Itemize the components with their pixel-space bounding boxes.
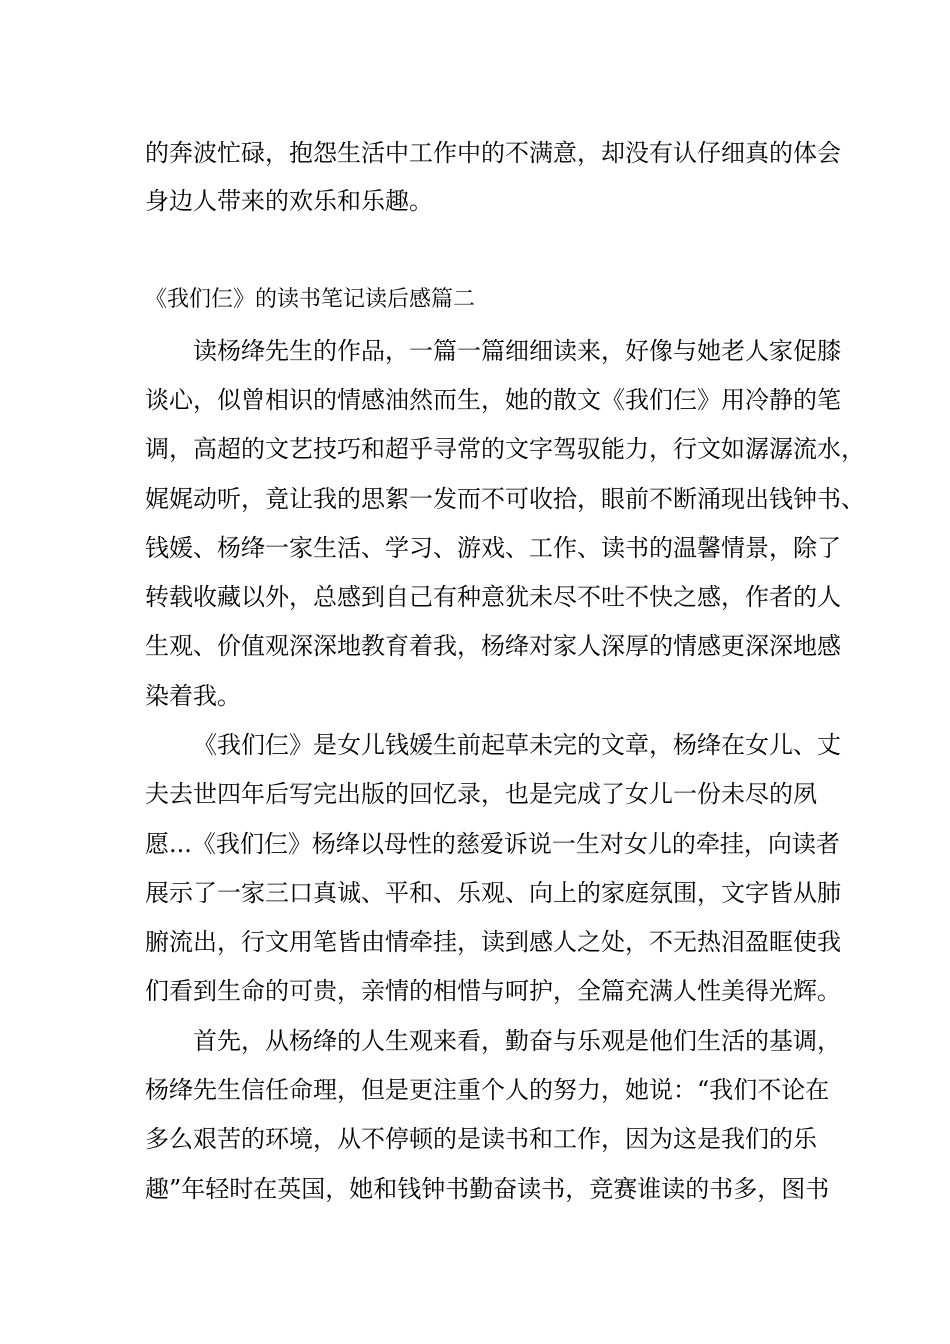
paragraph-line: 首先，从杨绛的人生观来看，勤奋与乐观是他们生活的基调， (193, 1027, 841, 1055)
paragraph-line: 身边人带来的欢乐和乐趣。 (145, 187, 433, 215)
paragraph-line: 夫去世四年后写完出版的回忆录，也是完成了女儿一份未尽的夙 (145, 780, 817, 808)
section-heading: 《我们仨》的读书笔记读后感篇二 (145, 287, 476, 312)
paragraph-line: 多么艰苦的环境，从不停顿的是读书和工作，因为这是我们的乐 (145, 1125, 817, 1153)
paragraph-line: 趣”年轻时在英国，她和钱钟书勤奋读书，竞赛谁读的书多，图书 (145, 1175, 830, 1203)
paragraph-line: 生观、价值观深深地教育着我，杨绛对家人深厚的情感更深深地感 (145, 632, 841, 660)
paragraph-line: 娓娓动听，竟让我的思絮一发而不可收拾，眼前不断涌现出钱钟书、 (145, 485, 865, 513)
paragraph-line: 的奔波忙碌，抱怨生活中工作中的不满意，却没有认仔细真的体会 (145, 139, 841, 167)
paragraph-line: 调，高超的文艺技巧和超乎寻常的文字驾驭能力，行文如潺潺流水， (145, 435, 865, 463)
paragraph-line: 谈心，似曾相识的情感油然而生，她的散文《我们仨》用冷静的笔 (145, 386, 841, 414)
paragraph-line: 们看到生命的可贵，亲情的相惜与呵护，全篇充满人性美得光辉。 (145, 977, 841, 1005)
paragraph-line: 愿...《我们仨》杨绛以母性的慈爱诉说一生对女儿的牵挂，向读者 (145, 830, 840, 858)
paragraph-line: 读杨绛先生的作品，一篇一篇细细读来，好像与她老人家促膝 (193, 337, 841, 365)
paragraph-line: 《我们仨》是女儿钱媛生前起草未完的文章，杨绛在女儿、丈 (193, 731, 841, 759)
paragraph-line: 腑流出，行文用笔皆由情牵挂，读到感人之处，不无热泪盈眶使我 (145, 928, 841, 956)
paragraph-line: 染着我。 (145, 682, 241, 710)
paragraph-line: 转载收藏以外，总感到自己有种意犹未尽不吐不快之感，作者的人 (145, 583, 841, 611)
paragraph-line: 杨绛先生信任命理，但是更注重个人的努力，她说：“我们不论在 (145, 1076, 830, 1104)
paragraph-line: 钱媛、杨绛一家生活、学习、游戏、工作、读书的温馨情景，除了 (145, 534, 841, 562)
paragraph-line: 展示了一家三口真诚、平和、乐观、向上的家庭氛围，文字皆从肺 (145, 879, 841, 907)
